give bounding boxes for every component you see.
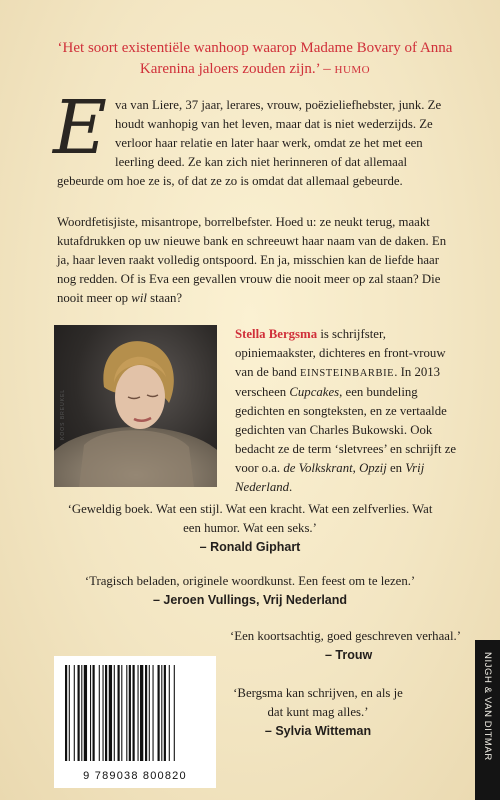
- barcode-bars: [63, 665, 207, 761]
- bio-sep-1: ,: [352, 461, 356, 475]
- review-author: – Ronald Giphart: [199, 540, 301, 554]
- bio-text-1: is schrijfster, opiniemaakster, dichteres en front-vrouw van de band: [235, 327, 446, 379]
- book-title: Cupcakes: [289, 385, 340, 399]
- review-quote: [60, 572, 440, 610]
- review-author: – Trouw: [325, 648, 373, 662]
- blurb-text-2a: Woordfetisjiste, misantrope, borrelbefster. Hoed u: ze neukt terug, maakt kutafdrukken op uw nieuwe bank en schreeuwt haar naam van de daken. En ja, haar leven raakt volledig ontspoord. En ja, misschien kan de liefde haar nog redden. Of is Eva een gevallen vrouw die nooit meer op zal staan? Die nooit meer op: [57, 215, 447, 305]
- band-name: EINSTEINBARBIE: [300, 368, 395, 379]
- author-bio: [235, 325, 467, 497]
- barcode: [54, 656, 216, 788]
- blurb-text-2b: staan?: [150, 291, 183, 305]
- author-name: Stella Bergsma: [235, 327, 318, 341]
- review-quote: [228, 684, 408, 741]
- publication-1: de Volkskrant: [283, 461, 353, 475]
- publication-3: Vrij Nederland: [235, 461, 425, 494]
- blurb-paragraph-1: [53, 85, 457, 191]
- review-text: ‘Geweldig boek. Wat een stijl. Wat een kracht. Wat een zelfverlies. Wat een humor. Wat een seks.’: [67, 502, 433, 535]
- review-quote: [60, 500, 440, 557]
- review-quote: [230, 627, 470, 665]
- tagline-source: HUMO: [334, 64, 371, 76]
- blurb-text-1: va van Liere, 37 jaar, lerares, vrouw, poëzieliefhebster, junk. Ze houdt wanhopig van het leven, maar dat is niet wederzijds. Ze verloor haar relatie en later haar werk, omdat ze het met een leerling deed. Ze kan zich niet herinneren of dat allemaal gebeurde om hoe ze is, of dat ze zo is omdat dat allemaal gebeurde.: [57, 98, 442, 188]
- review-text: ‘Een koortsachtig, goed geschreven verhaal.’: [230, 629, 461, 643]
- publisher-logo: [475, 640, 500, 800]
- review-author: – Jeroen Vullings, Vrij Nederland: [152, 593, 348, 607]
- bio-end: .: [289, 480, 293, 494]
- blurb-paragraph-2: [57, 213, 457, 308]
- tagline-quote: [40, 38, 470, 81]
- bio-text-2: . In 2013 verscheen: [235, 365, 441, 399]
- publisher-name: NIJGH & VAN DITMAR: [482, 652, 493, 761]
- review-text: ‘Bergsma kan schrijven, en als je dat kunt mag alles.’: [233, 686, 403, 719]
- review-author: – Sylvia Witteman: [264, 724, 372, 738]
- publication-2: Opzij: [359, 461, 387, 475]
- drop-cap: E: [53, 85, 108, 171]
- tagline-text: ‘Het soort existentiële wanhoop waarop Madame Bovary of Anna Karenina jaloers zouden zijn.’ –: [57, 40, 453, 77]
- bio-sep-2: en: [390, 461, 403, 475]
- blurb-emphasis: wil: [131, 291, 147, 305]
- bio-text-3: , een bundeling gedichten en songteksten, en ze vertaalde gedichten van Charles Bukowski. Ook bedacht ze de term ‘sletvrees’ en schrijft ze voor o.a.: [235, 385, 457, 475]
- isbn-number: 9 789038 800820: [83, 770, 187, 782]
- photo-credit: KOOS BREUKEL: [60, 388, 66, 440]
- author-photo: [54, 325, 217, 487]
- review-text: ‘Tragisch beladen, originele woordkunst. Een feest om te lezen.’: [84, 574, 416, 588]
